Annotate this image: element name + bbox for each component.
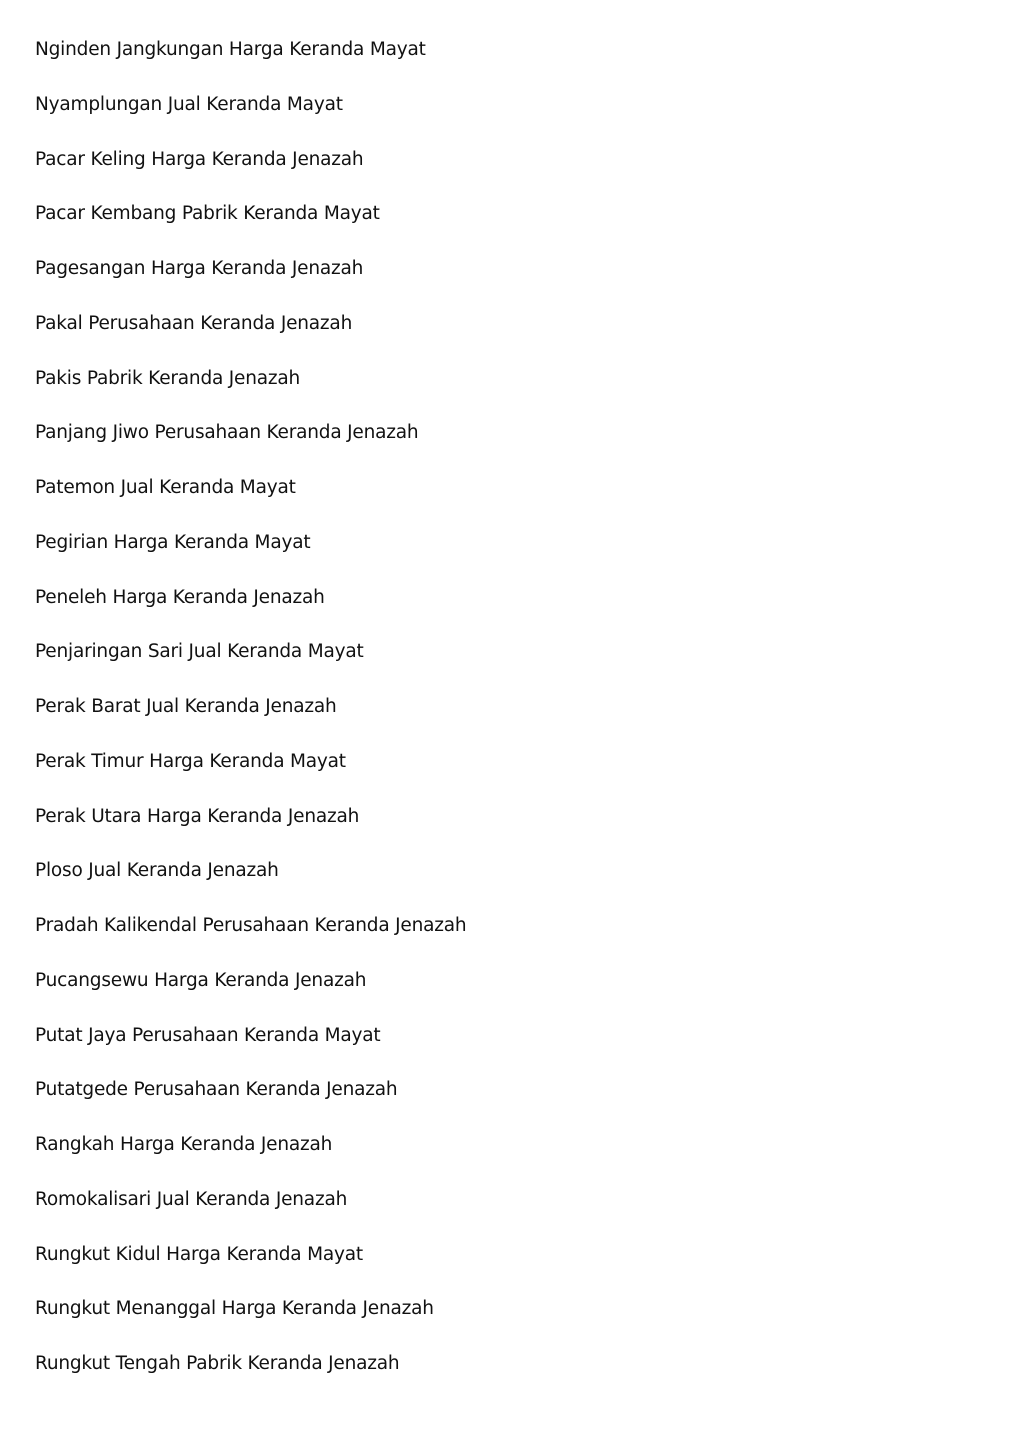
list-item-link[interactable]: Pucangsewu Harga Keranda Jenazah [35,969,367,991]
list-item [35,693,935,748]
list-item [35,967,935,1022]
list-item [35,1295,935,1350]
list-item [35,474,935,529]
list-item [35,529,935,584]
list-item [35,200,935,255]
list-item-link[interactable]: Perak Barat Jual Keranda Jenazah [35,696,337,717]
list-item [35,146,935,201]
list-item-link[interactable]: Rungkut Tengah Pabrik Keranda Jenazah [35,1353,400,1374]
list-item [35,1186,935,1241]
list-item-link[interactable]: Pagesangan Harga Keranda Jenazah [35,258,364,279]
list-item-link[interactable]: Pacar Kembang Pabrik Keranda Mayat [35,203,380,225]
list-item [35,1076,935,1131]
list-item-link[interactable]: Romokalisari Jual Keranda Jenazah [35,1188,348,1210]
list-item-link[interactable]: Putatgede Perusahaan Keranda Jenazah [35,1079,398,1101]
list-item [35,857,935,912]
list-item [35,36,935,91]
list-item [35,419,935,474]
list-item-link[interactable]: Pakis Pabrik Keranda Jenazah [35,367,301,389]
list-item-link[interactable]: Pacar Keling Harga Keranda Jenazah [35,148,364,170]
list-item-link[interactable]: Penjaringan Sari Jual Keranda Mayat [35,641,364,663]
list-item [35,1241,935,1296]
list-item [35,584,935,639]
list-item [35,638,935,693]
list-item [35,310,935,365]
list-item [35,255,935,310]
list-item-link[interactable]: Nyamplungan Jual Keranda Mayat [35,93,343,115]
list-item-link[interactable]: Perak Utara Harga Keranda Jenazah [35,805,360,827]
list-item [35,748,935,803]
list-item [35,803,935,858]
list-item-link[interactable]: Nginden Jangkungan Harga Keranda Mayat [35,39,426,60]
list-item-link[interactable]: Peneleh Harga Keranda Jenazah [35,586,325,608]
list-item-link[interactable]: Patemon Jual Keranda Mayat [35,477,296,498]
list-item-link[interactable]: Ploso Jual Keranda Jenazah [35,860,279,882]
list-item-link[interactable]: Putat Jaya Perusahaan Keranda Mayat [35,1024,381,1046]
list-item-link[interactable]: Perak Timur Harga Keranda Mayat [35,750,346,772]
list-item-link[interactable]: Panjang Jiwo Perusahaan Keranda Jenazah [35,422,419,444]
list-item-link[interactable]: Pegirian Harga Keranda Mayat [35,531,311,553]
list-item [35,1350,935,1405]
list-item-link[interactable]: Pakal Perusahaan Keranda Jenazah [35,312,353,334]
link-list [35,36,935,1405]
list-item-link[interactable]: Rungkut Menanggal Harga Keranda Jenazah [35,1298,434,1320]
list-item-link[interactable]: Rangkah Harga Keranda Jenazah [35,1134,333,1155]
list-item-link[interactable]: Rungkut Kidul Harga Keranda Mayat [35,1243,363,1265]
list-item [35,912,935,967]
list-item [35,1022,935,1077]
list-item [35,365,935,420]
list-item [35,91,935,146]
list-item-link[interactable]: Pradah Kalikendal Perusahaan Keranda Jenazah [35,915,467,936]
list-item [35,1131,935,1186]
